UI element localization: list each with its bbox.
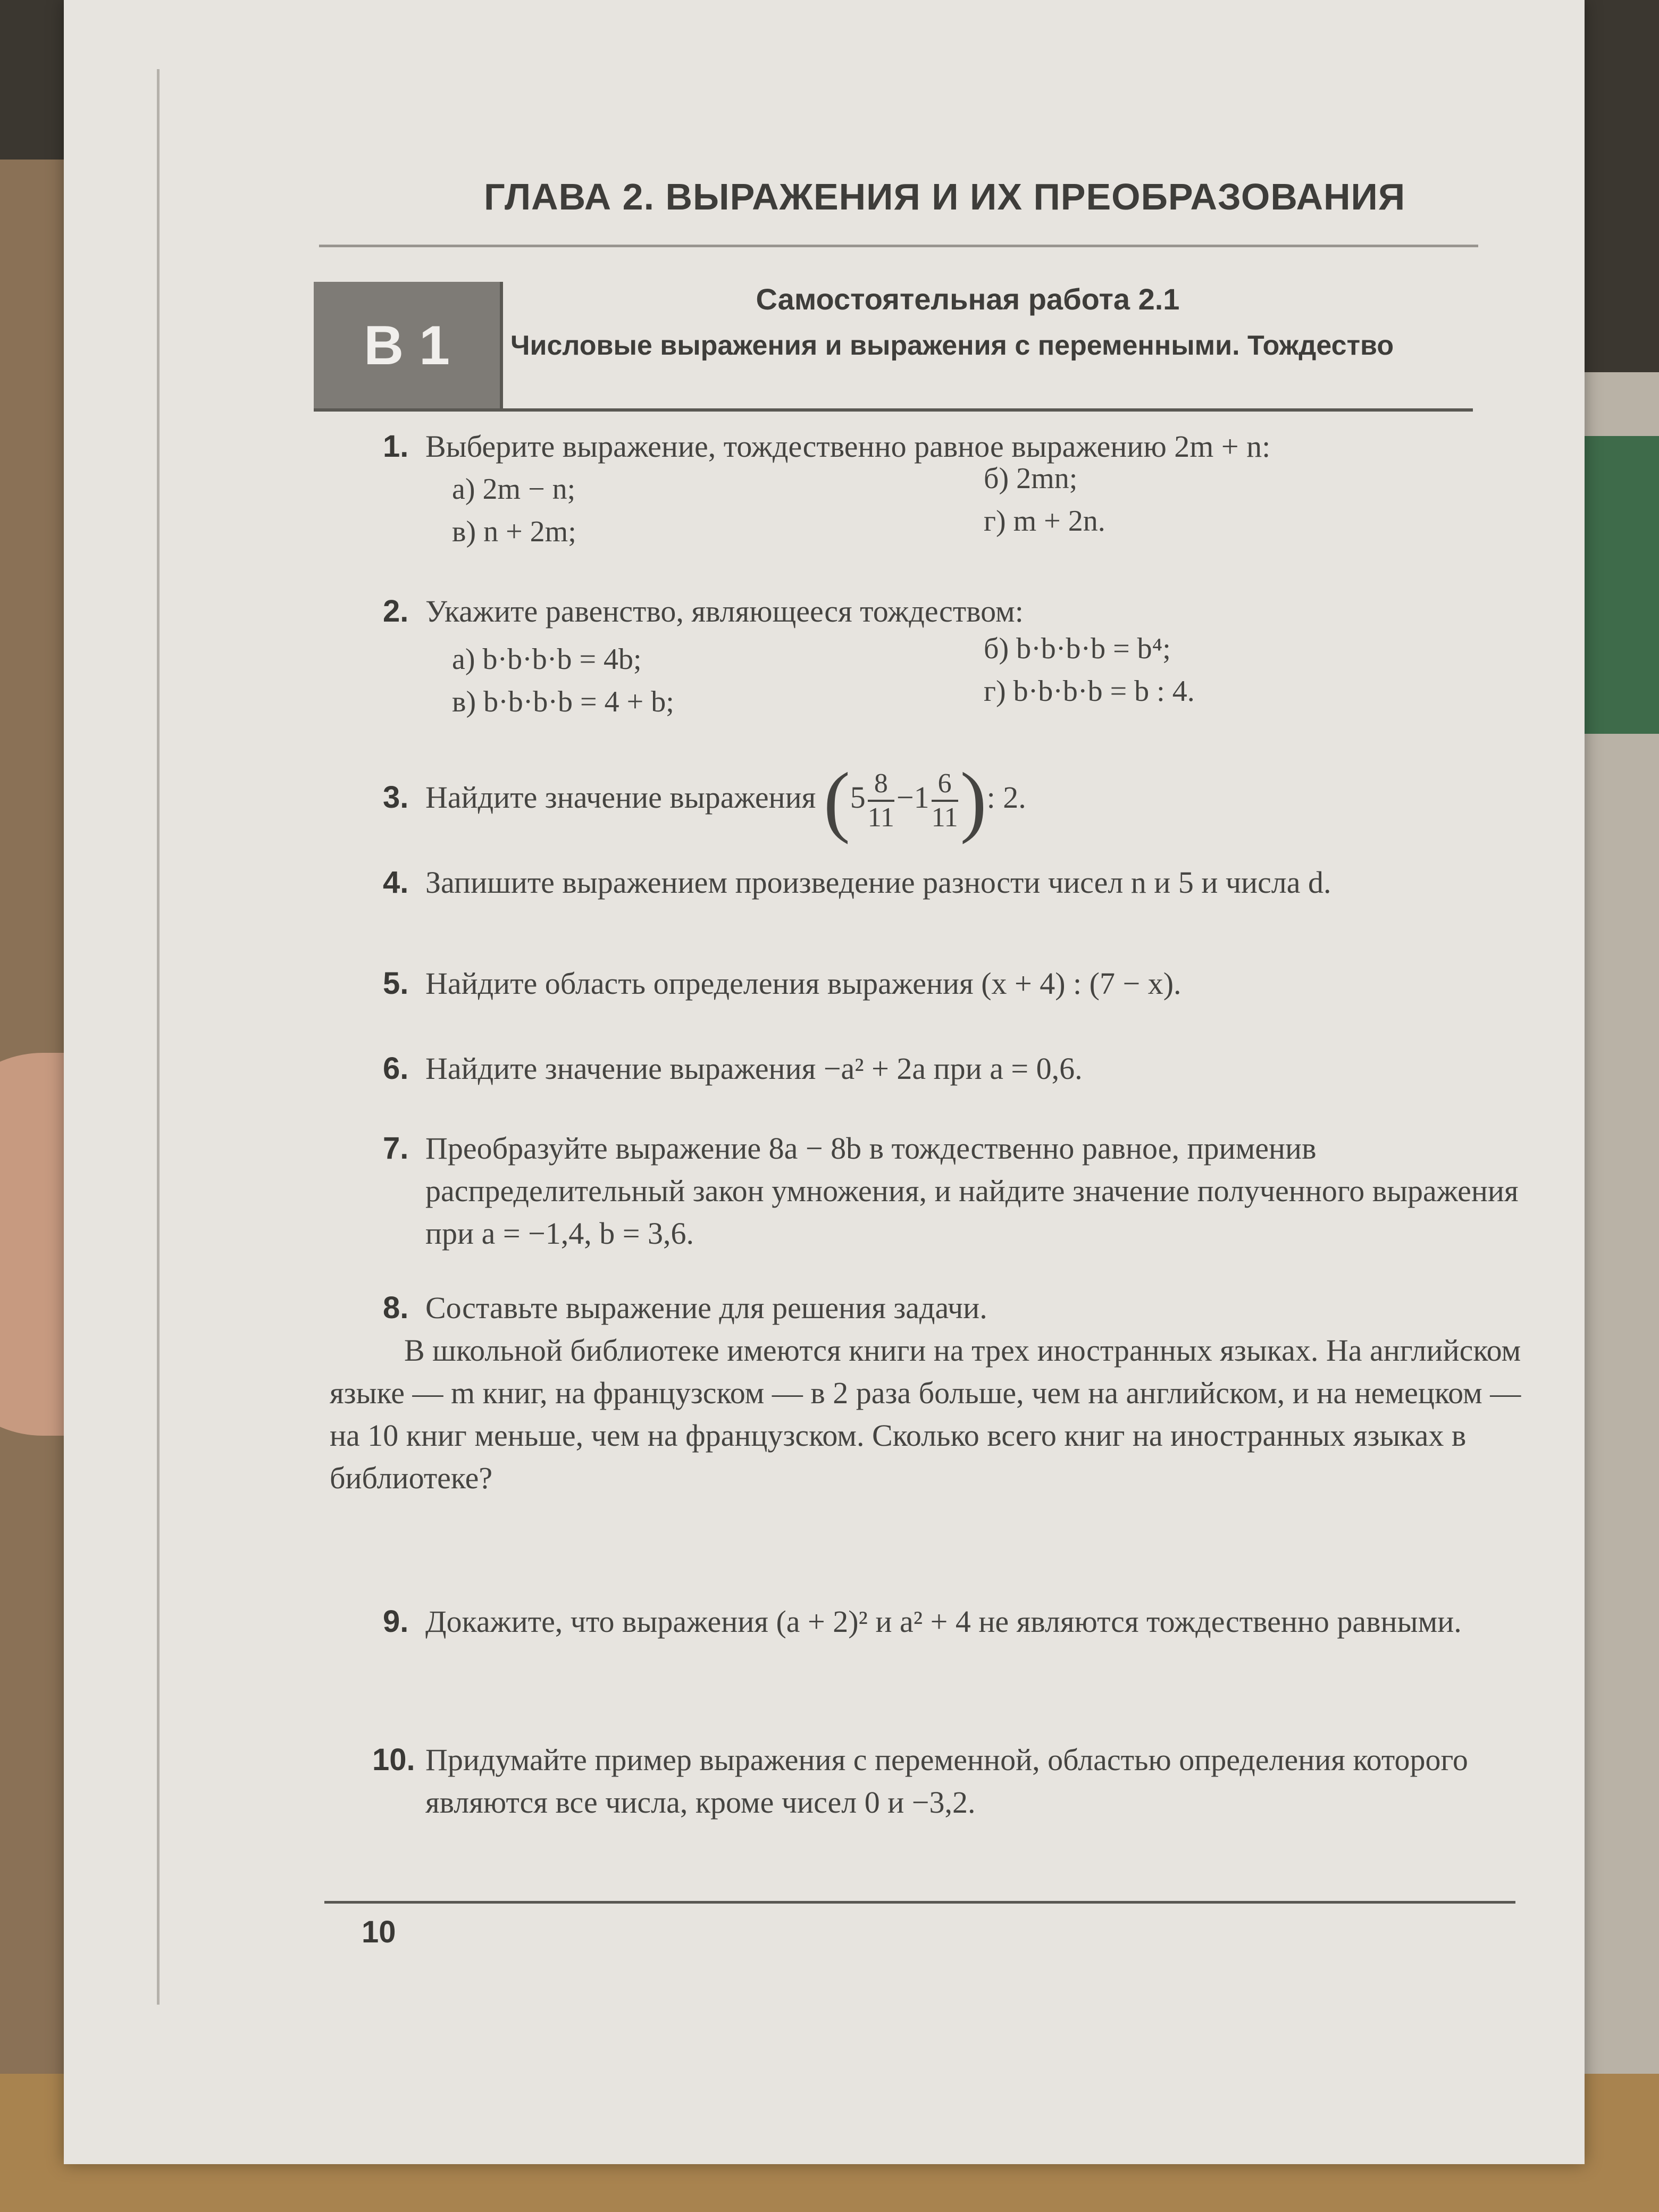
open-paren: (: [823, 756, 850, 845]
mixed-whole-2: 1: [914, 780, 929, 815]
task-10: [372, 1739, 1521, 1824]
task-number: 7.: [383, 1131, 409, 1166]
task-text: Укажите равенство, являющееся тождеством:: [425, 594, 1024, 629]
task-number: 9.: [383, 1604, 409, 1639]
header-rule: [314, 408, 1473, 412]
work-title: Самостоятельная работа 2.1: [756, 282, 1180, 316]
task-4: [383, 861, 1499, 904]
task-text: Придумайте пример выражения с переменной, областью определения которого являются все числа, кроме чисел 0 и −3,2.: [425, 1742, 1468, 1820]
fraction-2-numerator: 6: [932, 770, 958, 802]
task-2: [383, 590, 1606, 633]
task-6: [383, 1048, 1606, 1090]
task-number: 3.: [383, 780, 409, 815]
mixed-whole-1: 5: [850, 780, 866, 815]
option-a: а) 2m − n;: [452, 473, 576, 506]
task-text: Докажите, что выражения (a + 2)² и a² + 4 не являются тождественно равными.: [425, 1604, 1462, 1639]
margin-line: [157, 69, 160, 2005]
badge-divider: [500, 282, 503, 409]
task-number: 4.: [383, 865, 409, 900]
task-text: Найдите значение выражения: [425, 780, 816, 815]
task-text: Найдите значение выражения −a² + 2a при a = 0,6.: [425, 1051, 1083, 1086]
chapter-rule: [319, 245, 1478, 247]
minus-sign: −: [896, 780, 914, 815]
task-text: Запишите выражением произведение разности чисел n и 5 и числа d.: [425, 865, 1331, 900]
task-number: 6.: [383, 1051, 409, 1086]
option-v: в) b·b·b·b = 4 + b;: [452, 685, 674, 718]
task-number: 2.: [383, 594, 409, 629]
task-number: 8.: [383, 1291, 409, 1325]
worksheet-page: [64, 0, 1585, 2164]
task-number: 10.: [372, 1742, 415, 1777]
task-3-tail: : 2.: [986, 780, 1026, 815]
option-v: в) n + 2m;: [452, 515, 576, 548]
option-b: б) 2mn;: [984, 462, 1078, 495]
option-g: г) b·b·b·b = b : 4.: [984, 675, 1195, 708]
fraction-1-denominator: 11: [867, 802, 894, 833]
task-3: [383, 744, 1606, 854]
task-text: Найдите область определения выражения (x + 4) : (7 − x).: [425, 966, 1182, 1001]
option-a: а) b·b·b·b = 4b;: [452, 643, 642, 676]
chapter-title: ГЛАВА 2. ВЫРАЖЕНИЯ И ИХ ПРЕОБРАЗОВАНИЯ: [484, 176, 1406, 217]
task-9: [383, 1601, 1531, 1643]
task-8: [383, 1287, 1531, 1329]
task-number: 1.: [383, 429, 409, 464]
fraction-2: [932, 770, 958, 832]
fraction-1-numerator: 8: [868, 770, 894, 802]
footer-rule: [324, 1901, 1515, 1904]
task-5: [383, 962, 1606, 1005]
task-8-problem: В школьной библиотеке имеются книги на трех иностранных языках. На английском языке — m книг, на французском — в 2 раза больше, чем на английском, и на немецком — на 10 книг меньше, чем на французском. Сколько всего книг на иностранных языках в библиотеке?: [330, 1333, 1521, 1495]
task-text: Выберите выражение, тождественно равное выражению 2m + n:: [425, 429, 1271, 464]
fraction-2-denominator: 11: [931, 802, 958, 833]
task-text: Составьте выражение для решения задачи.: [425, 1291, 987, 1325]
page-number: 10: [362, 1915, 396, 1949]
variant-badge: В 1: [314, 282, 500, 409]
task-number: 5.: [383, 966, 409, 1001]
task-text: Преобразуйте выражение 8a − 8b в тождественно равное, применив распределительный закон умножения, и найдите значение полученного выражения при a = −1,4, b = 3,6.: [425, 1131, 1519, 1251]
fraction-1: [868, 770, 894, 832]
task-7: [383, 1127, 1521, 1255]
option-g: г) m + 2n.: [984, 505, 1105, 538]
work-subtitle: Числовые выражения и выражения с переменными. Тождество: [510, 330, 1394, 361]
close-paren: ): [960, 756, 987, 845]
option-b: б) b·b·b·b = b⁴;: [984, 632, 1171, 665]
